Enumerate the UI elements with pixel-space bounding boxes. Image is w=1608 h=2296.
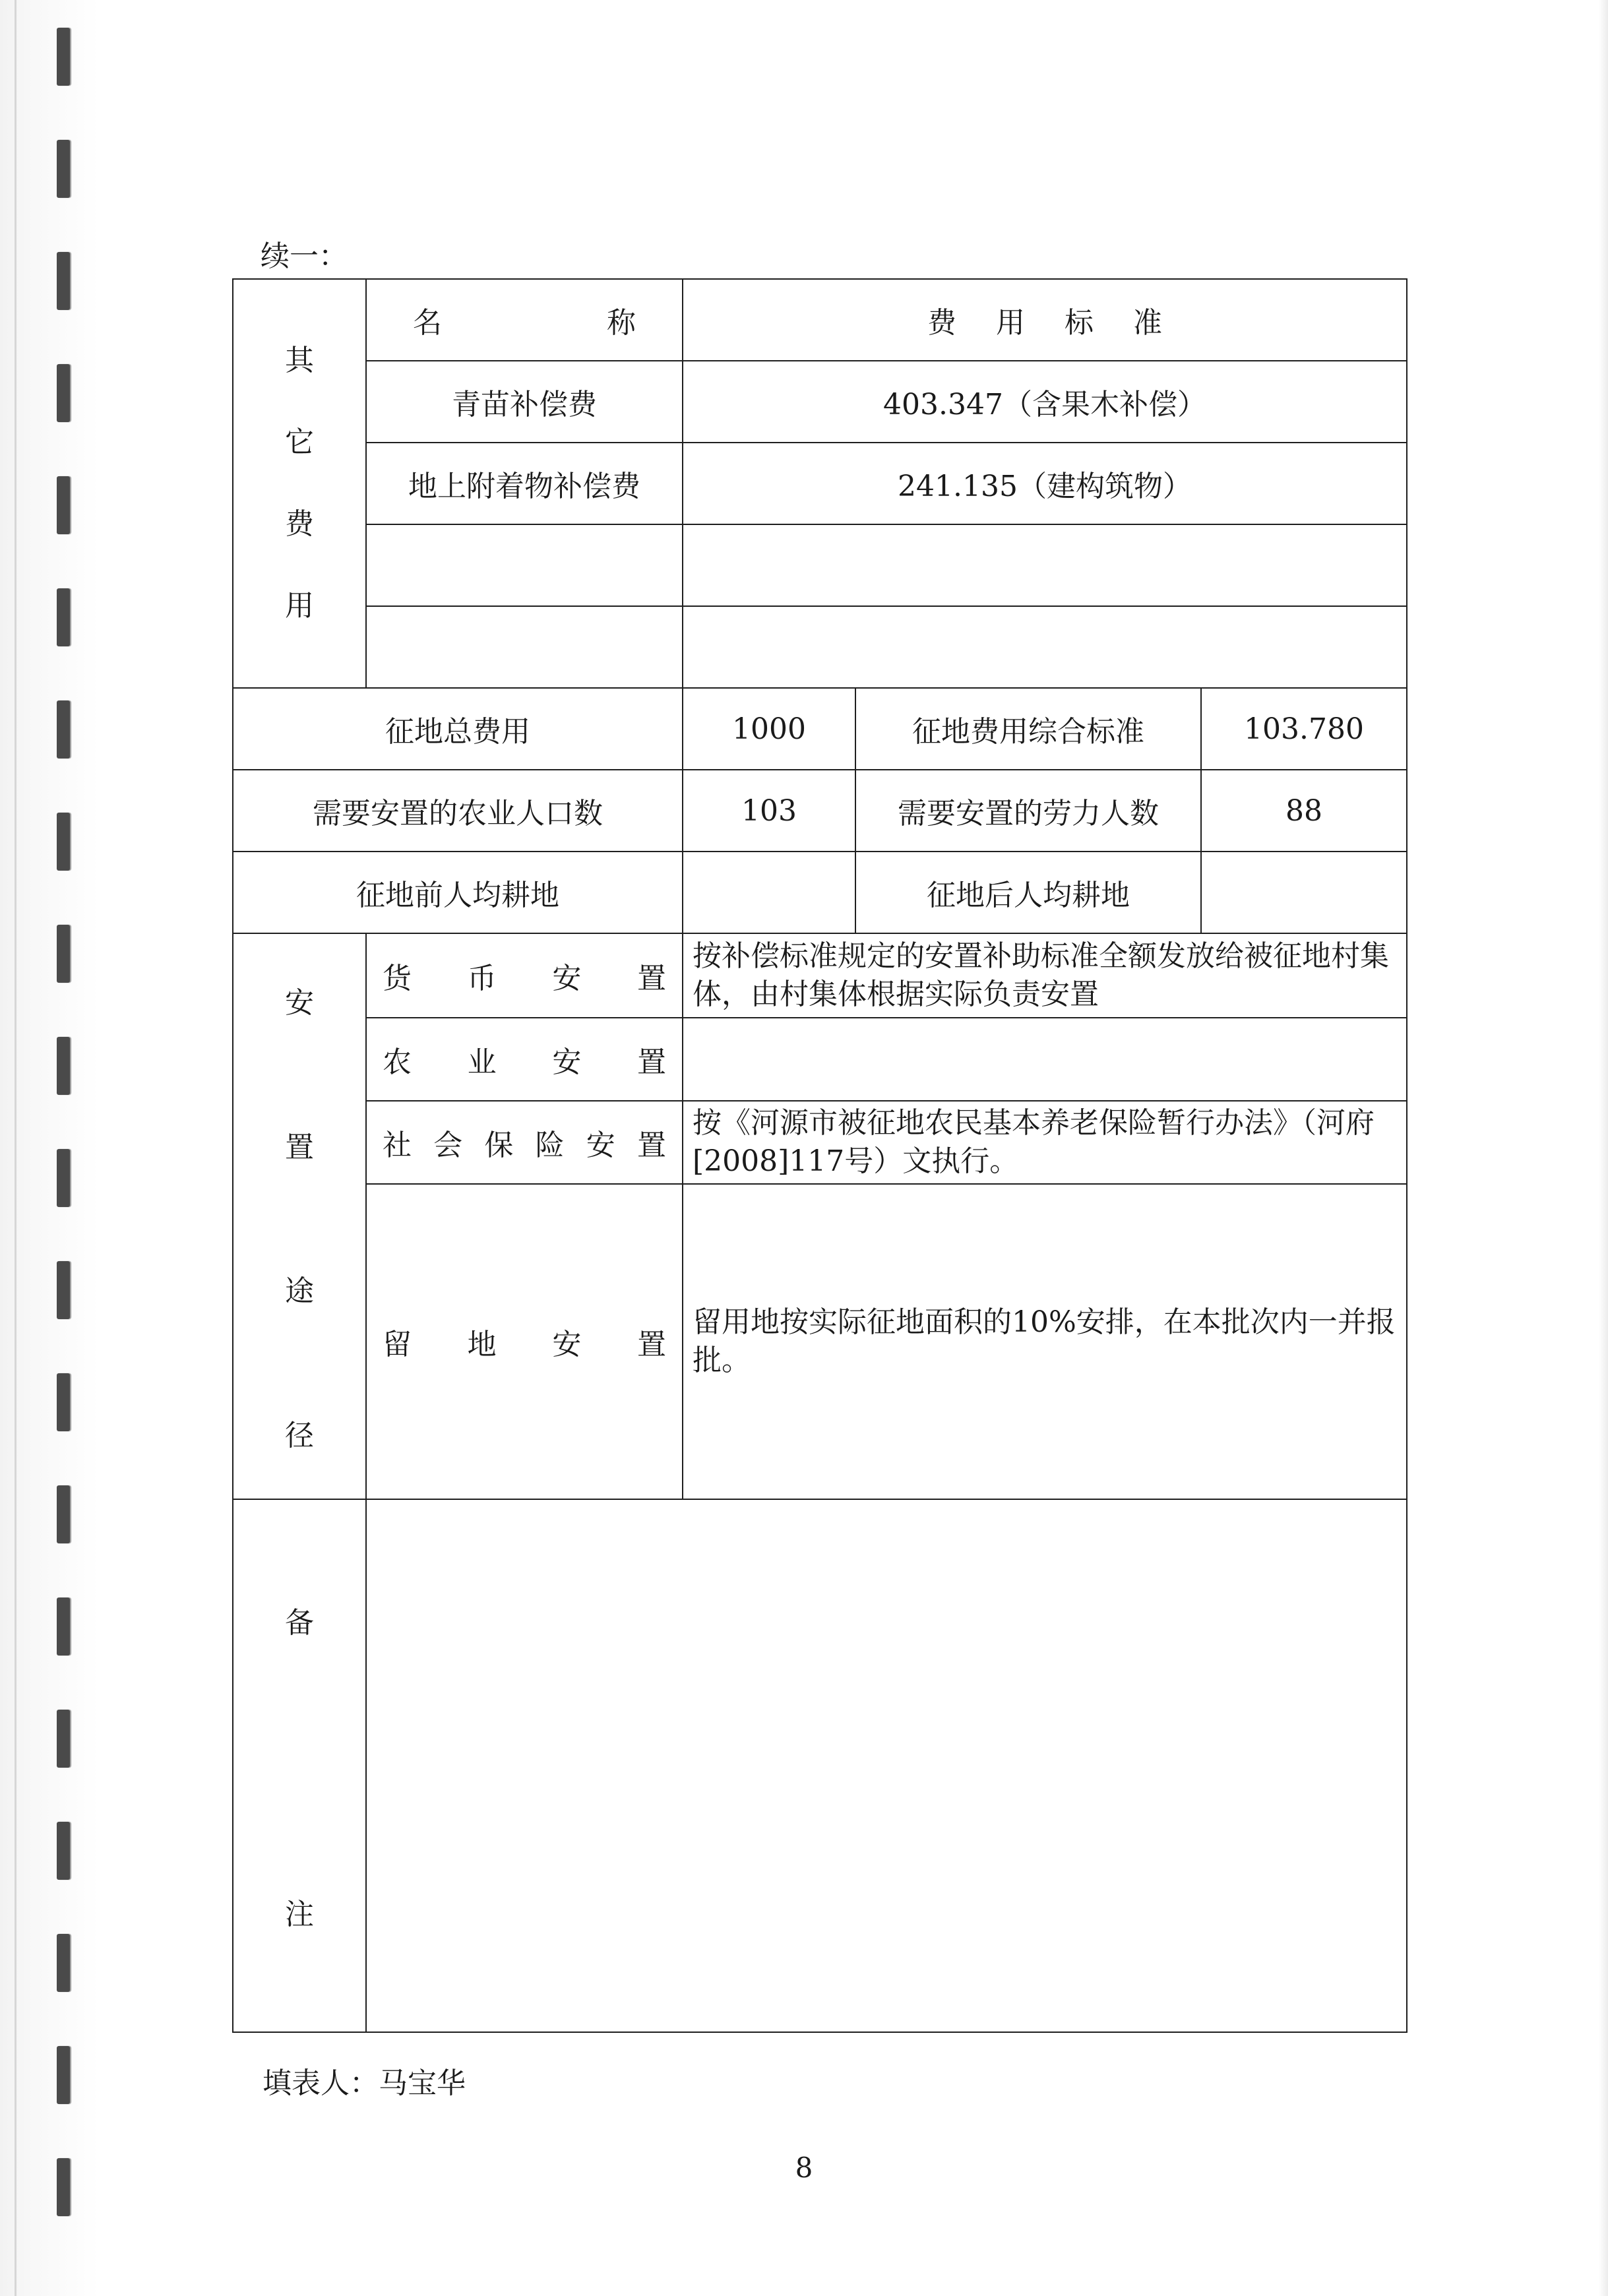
social-insurance-resettlement-text: 按《河源市被征地农民基本养老保险暂行办法》（河府[2008]117号）文执行。 (683, 1101, 1407, 1184)
label-char: 安 (552, 1045, 582, 1079)
binding-hole (57, 28, 70, 86)
binding-hole (57, 1261, 70, 1319)
resettlement-char-1: 安 (285, 986, 314, 1020)
name-header-char-2: 称 (607, 306, 636, 340)
reserved-land-resettlement-text: 留用地按实际征地面积的10%安排，在本批次内一并报批。 (683, 1184, 1407, 1499)
other-fees-char-2: 它 (285, 425, 314, 459)
remarks-content (366, 1499, 1407, 2032)
binding-hole (57, 813, 70, 871)
binding-hole (57, 588, 70, 646)
standard-header-char-4: 准 (1133, 306, 1162, 340)
page-edge-shadow (1599, 0, 1608, 2296)
other-fees-label-cell (233, 279, 366, 688)
label-char: 置 (636, 1129, 666, 1162)
form-filler: 填表人：马宝华 (263, 2066, 466, 2100)
binding-hole (57, 1149, 70, 1207)
fee-name-cell (366, 606, 683, 688)
binding-hole (57, 700, 70, 759)
fee-standard-cell (683, 524, 1407, 606)
binding-hole (57, 364, 70, 422)
binding-hole (57, 925, 70, 983)
label-char: 业 (467, 1045, 497, 1079)
label-char: 置 (636, 1045, 666, 1079)
remarks-char-1: 备 (285, 1606, 314, 1640)
total-fee-label: 征地总费用 (233, 688, 683, 770)
other-fees-char-3: 费 (285, 507, 314, 541)
composite-standard-label: 征地费用综合标准 (855, 688, 1201, 770)
binding-hole (57, 1710, 70, 1768)
binding-hole (57, 476, 70, 534)
standard-header-char-3: 标 (1065, 306, 1094, 340)
binding-hole (57, 1934, 70, 1992)
binding-hole (57, 2046, 70, 2104)
label-char: 安 (552, 1328, 582, 1361)
resettlement-row-social-insurance (233, 1101, 1407, 1184)
label-char: 货 (383, 962, 412, 995)
binding-hole (57, 1037, 70, 1095)
monetary-resettlement-label (366, 933, 683, 1018)
binding-hole (57, 140, 70, 198)
label-char: 会 (433, 1129, 463, 1162)
farmland-before-label: 征地前人均耕地 (233, 852, 683, 933)
farmland-after-value (1201, 852, 1407, 933)
fee-standard-cell (683, 606, 1407, 688)
resettlement-char-3: 途 (285, 1274, 314, 1309)
page-number: 8 (795, 2152, 813, 2184)
agri-population-value: 103 (683, 770, 855, 852)
name-header-cell (366, 279, 683, 361)
land-acquisition-form (232, 278, 1407, 2033)
summary-row-total (233, 688, 1407, 770)
fee-row (233, 524, 1407, 606)
standard-header-char-1: 费 (927, 306, 956, 340)
label-char: 农 (383, 1045, 412, 1079)
binding-hole (57, 1485, 70, 1543)
label-char: 置 (636, 1328, 666, 1361)
label-char: 保 (484, 1129, 514, 1162)
fee-name-cell: 地上附着物补偿费 (366, 443, 683, 524)
social-insurance-resettlement-label (366, 1101, 683, 1184)
summary-row-farmland (233, 852, 1407, 933)
other-fees-char-1: 其 (285, 344, 314, 377)
remarks-row (233, 1499, 1407, 2032)
fee-row (233, 606, 1407, 688)
continuation-note: 续一： (261, 239, 348, 273)
farmland-after-label: 征地后人均耕地 (855, 852, 1201, 933)
remarks-label-cell (233, 1499, 366, 2032)
standard-header-char-2: 用 (996, 306, 1025, 340)
agricultural-resettlement-text (683, 1018, 1407, 1101)
fee-name-cell (366, 524, 683, 606)
resettlement-char-2: 置 (285, 1130, 314, 1164)
reserved-land-resettlement-label (366, 1184, 683, 1499)
labor-count-value: 88 (1201, 770, 1407, 852)
name-header-char-1: 名 (413, 306, 442, 340)
farmland-before-value (683, 852, 855, 933)
label-char: 留 (383, 1328, 412, 1361)
label-char: 地 (467, 1328, 497, 1361)
fee-standard-cell: 241.135（建构筑物） (683, 443, 1407, 524)
composite-standard-value: 103.780 (1201, 688, 1407, 770)
resettlement-row-monetary (233, 933, 1407, 1018)
remarks-char-2: 注 (285, 1898, 314, 1931)
label-char: 安 (586, 1129, 615, 1162)
resettlement-row-agricultural (233, 1018, 1407, 1101)
label-char: 社 (383, 1129, 412, 1162)
other-fees-char-4: 用 (285, 589, 314, 623)
resettlement-char-4: 径 (285, 1418, 314, 1452)
fees-header-row (233, 279, 1407, 361)
binding-hole (57, 252, 70, 310)
label-char: 安 (552, 962, 582, 995)
binding-hole (57, 1598, 70, 1656)
standard-header-cell (683, 279, 1407, 361)
binding-hole (57, 1822, 70, 1880)
fee-standard-cell: 403.347（含果木补偿） (683, 361, 1407, 443)
agri-population-label: 需要安置的农业人口数 (233, 770, 683, 852)
binding-hole (57, 1373, 70, 1431)
label-char: 币 (467, 962, 497, 995)
label-char: 置 (636, 962, 666, 995)
resettlement-label-cell (233, 933, 366, 1499)
summary-row-population (233, 770, 1407, 852)
fee-row (233, 443, 1407, 524)
total-fee-value: 1000 (683, 688, 855, 770)
fee-name-cell: 青苗补偿费 (366, 361, 683, 443)
monetary-resettlement-text: 按补偿标准规定的安置补助标准全额发放给被征地村集体，由村集体根据实际负责安置 (683, 933, 1407, 1018)
agricultural-resettlement-label (366, 1018, 683, 1101)
resettlement-row-reserved-land (233, 1184, 1407, 1499)
label-char: 险 (535, 1129, 565, 1162)
labor-count-label: 需要安置的劳力人数 (855, 770, 1201, 852)
binding-rule (15, 0, 16, 2296)
fee-row (233, 361, 1407, 443)
